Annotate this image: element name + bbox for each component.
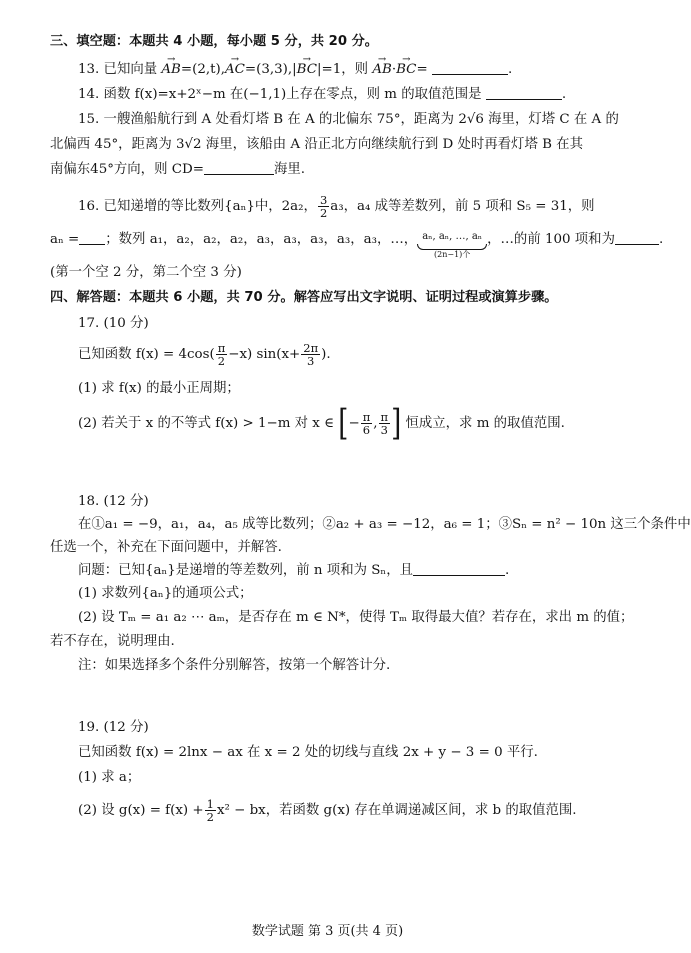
question-18-line-2: 任选一个，补充在下面问题中，并解答. — [50, 540, 282, 555]
repeated-terms-brace: aₙ, aₙ, …, aₙ (2n−1)个 — [417, 230, 487, 259]
question-17-part-1: (1) 求 f(x) 的最小正周期； — [78, 381, 240, 396]
question-19-part-1: (1) 求 a； — [78, 770, 141, 785]
answer-blank-14[interactable] — [486, 85, 562, 100]
question-18-part-2: (2) 设 Tₘ = a₁ a₂ ⋯ aₘ，是否存在 m ∈ N*，使得 Tₘ 取得最大值？若存在，求出 m 的值； — [78, 610, 634, 625]
question-15-line-1: 15. 一艘渔船航行到 A 处看灯塔 B 在 A 的北偏东 75°，距离为 2√6 海里，灯塔 C 在 A 的 — [78, 112, 619, 127]
question-13: 13. 已知向量 → AB=(2,t),→ AC=(3,3),|→ BC|=1，则 → AB·→ BC= . — [78, 60, 668, 80]
question-17-stem: 已知函数 f(x) = 4cos( $\frac{\pi}{2}$ −x) sin(x+ $\frac{2\pi}{3}$ ). — [78, 341, 331, 368]
section-3-heading: 三、填空题：本题共 4 小题，每小题 5 分，共 20 分。 — [50, 34, 378, 49]
section-3-scoring-note: (第一个空 2 分，第二个空 3 分) — [50, 265, 242, 280]
section-4-heading: 四、解答题：本题共 6 小题，共 70 分。解答应写出文字说明、证明过程或演算步骤。 — [50, 290, 558, 305]
answer-blank-15[interactable] — [204, 160, 274, 175]
answer-blank-16a[interactable] — [79, 230, 105, 245]
question-15-line-3: 南偏东45°方向，则 CD= 海里. — [50, 162, 305, 177]
page-footer: 数学试题 第 3 页(共 4 页) — [251, 924, 404, 939]
question-18-part-1: (1) 求数列{aₙ}的通项公式； — [78, 586, 253, 601]
answer-blank-13[interactable] — [432, 60, 508, 75]
answer-blank-16b[interactable] — [615, 230, 659, 245]
question-19-title: 19. (12 分) — [78, 720, 149, 735]
question-16-line-2: aₙ = ；数列 a₁，a₂，a₂，a₂，a₃，a₃，a₃，a₃，a₃，…， aₙ, aₙ, …, aₙ (2n−1)个 ，…的前 100 项和为 . — [50, 231, 664, 259]
question-17-part-2: (2) 若关于 x 的不等式 f(x) > 1−m 对 x ∈ [− $\frac{\pi}{6}$ , $\frac{\pi}{3}$ ] 恒成立，求 m 的取值范围. — [78, 403, 565, 444]
question-18-line-3: 问题：已知{aₙ}是递增的等差数列，前 n 项和为 Sₙ，且 . — [78, 563, 510, 578]
question-18-title: 18. (12 分) — [78, 494, 149, 509]
question-18-line-1: 在①a₁ = −9，a₁，a₄，a₅ 成等比数列；②a₂ + a₃ = −12，a₆ = 1；③Sₙ = n² − 10n 这三个条件中 — [78, 517, 691, 532]
question-19-part-2: (2) 设 g(x) = f(x) + $\frac{1}{2}$ x² − bx，若函数 g(x) 存在单调递减区间，求 b 的取值范围. — [78, 797, 577, 824]
answer-blank-18[interactable] — [413, 561, 505, 576]
fraction-three-halves: $\frac{3}{2}$ — [319, 193, 328, 220]
question-17-title: 17. (10 分) — [78, 316, 149, 331]
question-18-note: 注：如果选择多个条件分别解答，按第一个解答计分. — [78, 658, 391, 673]
question-16-line-1: 16. 已知递增的等比数列{aₙ}中，2a₂， $\frac{3}{2}$ a₃，a₄ 成等差数列，前 5 项和 S₅ = 31，则 — [78, 193, 595, 220]
question-18-part-2-cont: 若不存在，说明理由. — [50, 634, 175, 649]
question-19-stem: 已知函数 f(x) = 2lnx − ax 在 x = 2 处的切线与直线 2x + y − 3 = 0 平行. — [78, 745, 538, 760]
question-14: 14. 函数 f(x)=x+2ˣ−m 在(−1,1)上存在零点，则 m 的取值范围是 . — [78, 87, 567, 102]
question-15-line-2: 北偏西 45°，距离为 3√2 海里，该船由 A 沿正北方向继续航行到 D 处时再看灯塔 B 在其 — [50, 137, 583, 152]
